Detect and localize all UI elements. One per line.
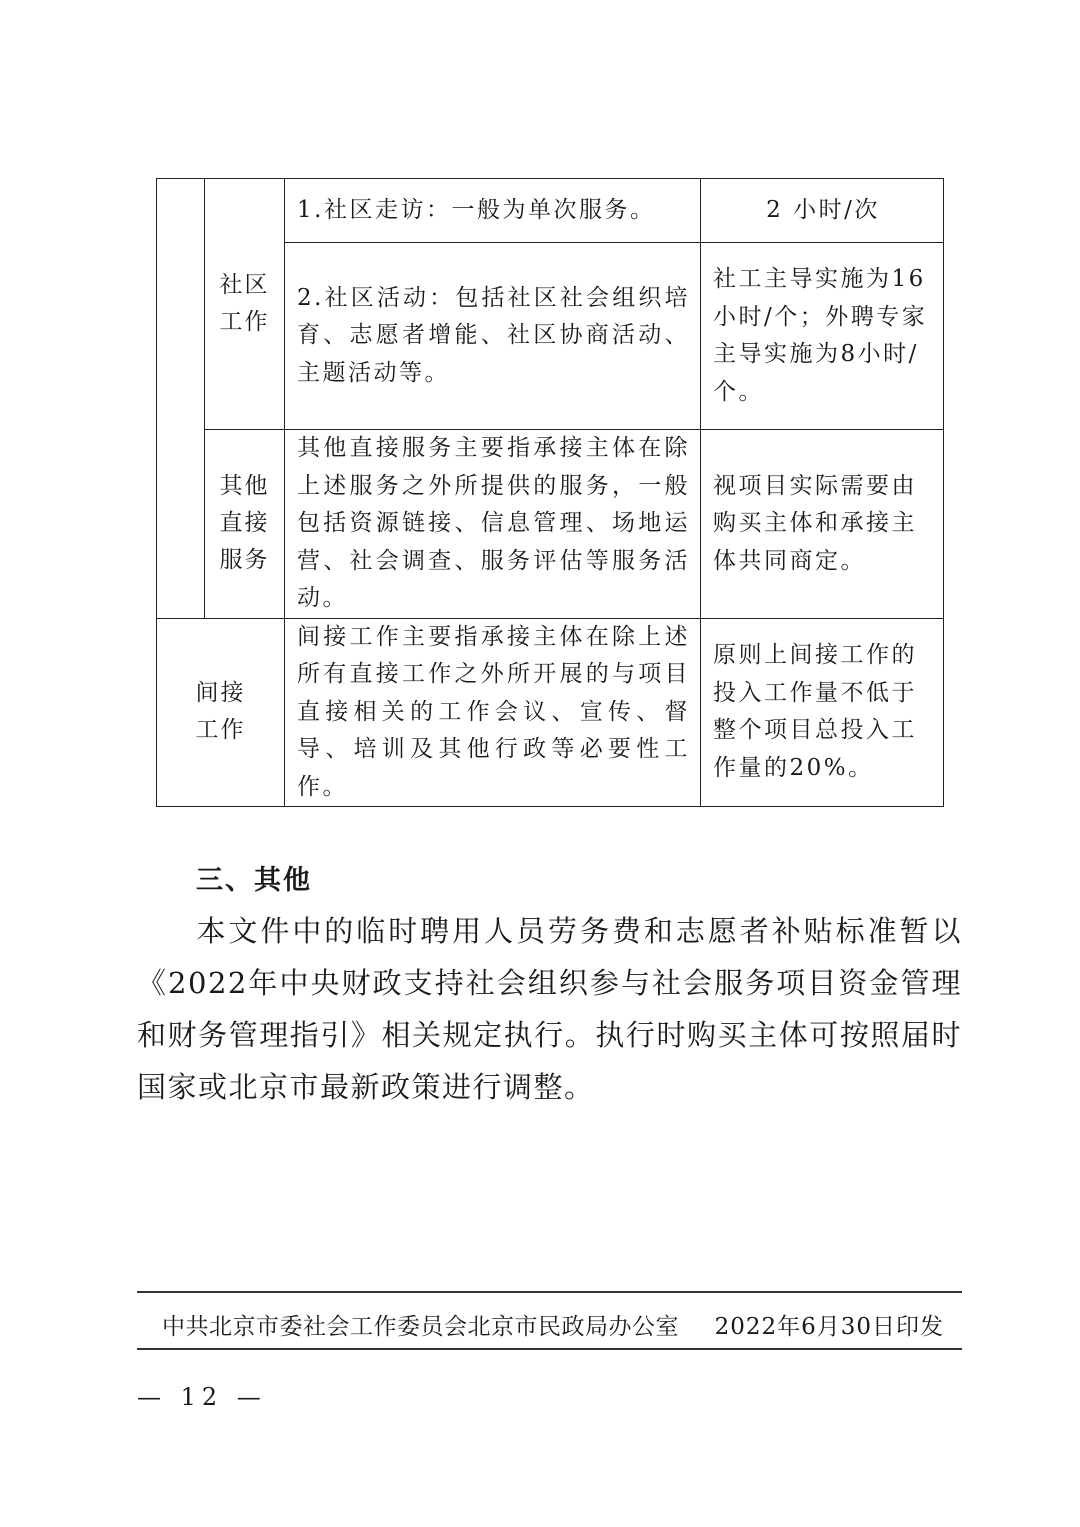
content-cell: 1.社区走访：一般为单次服务。 <box>285 179 701 243</box>
section-paragraph <box>137 905 962 1113</box>
standard-cell: 原则上间接工作的投入工作量不低于整个项目总投入工作量的20%。 <box>701 618 944 807</box>
category-other-direct-service: 其他 直接 服务 <box>205 430 285 619</box>
category-community-work: 社区 工作 <box>205 179 285 430</box>
table-row <box>157 179 944 243</box>
table-row <box>157 618 944 807</box>
issuing-office: 中共北京市委社会工作委员会北京市民政局办公室 <box>162 1314 679 1340</box>
category-indirect-work: 间接 工作 <box>157 618 285 807</box>
page-number: — 12 — <box>137 1383 267 1411</box>
standard-cell: 社工主导实施为16小时/个；外聘专家主导实施为8小时/个。 <box>701 243 944 430</box>
issue-date: 2022年6月30日印发 <box>714 1314 944 1340</box>
content-cell: 其他直接服务主要指承接主体在除上述服务之外所提供的服务，一般包括资源链接、信息管理、场地运营、社会调查、服务评估等服务活动。 <box>285 430 701 619</box>
merged-category-cell <box>157 179 205 619</box>
service-standards-table <box>156 178 944 807</box>
footer-top-divider <box>137 1291 962 1293</box>
standard-cell: 2 小时/次 <box>701 179 944 243</box>
footer-bottom-divider <box>137 1348 962 1350</box>
table-row <box>157 430 944 619</box>
content-cell: 间接工作主要指承接主体在除上述所有直接工作之外所开展的与项目直接相关的工作会议、宣传、督导、培训及其他行政等必要性工作。 <box>285 618 701 807</box>
content-cell: 2.社区活动：包括社区社会组织培育、志愿者增能、社区协商活动、主题活动等。 <box>285 243 701 430</box>
paragraph-text: 本文件中的临时聘用人员劳务费和志愿者补贴标准暂以《2022年中央财政支持社会组织参与社会服务项目资金管理和财务管理指引》相关规定执行。执行时购买主体可按照届时国家或北京市最新政策进行调整。 <box>137 914 962 1104</box>
section-heading: 三、其他 <box>196 865 312 896</box>
standard-cell: 视项目实际需要由购买主体和承接主体共同商定。 <box>701 430 944 619</box>
